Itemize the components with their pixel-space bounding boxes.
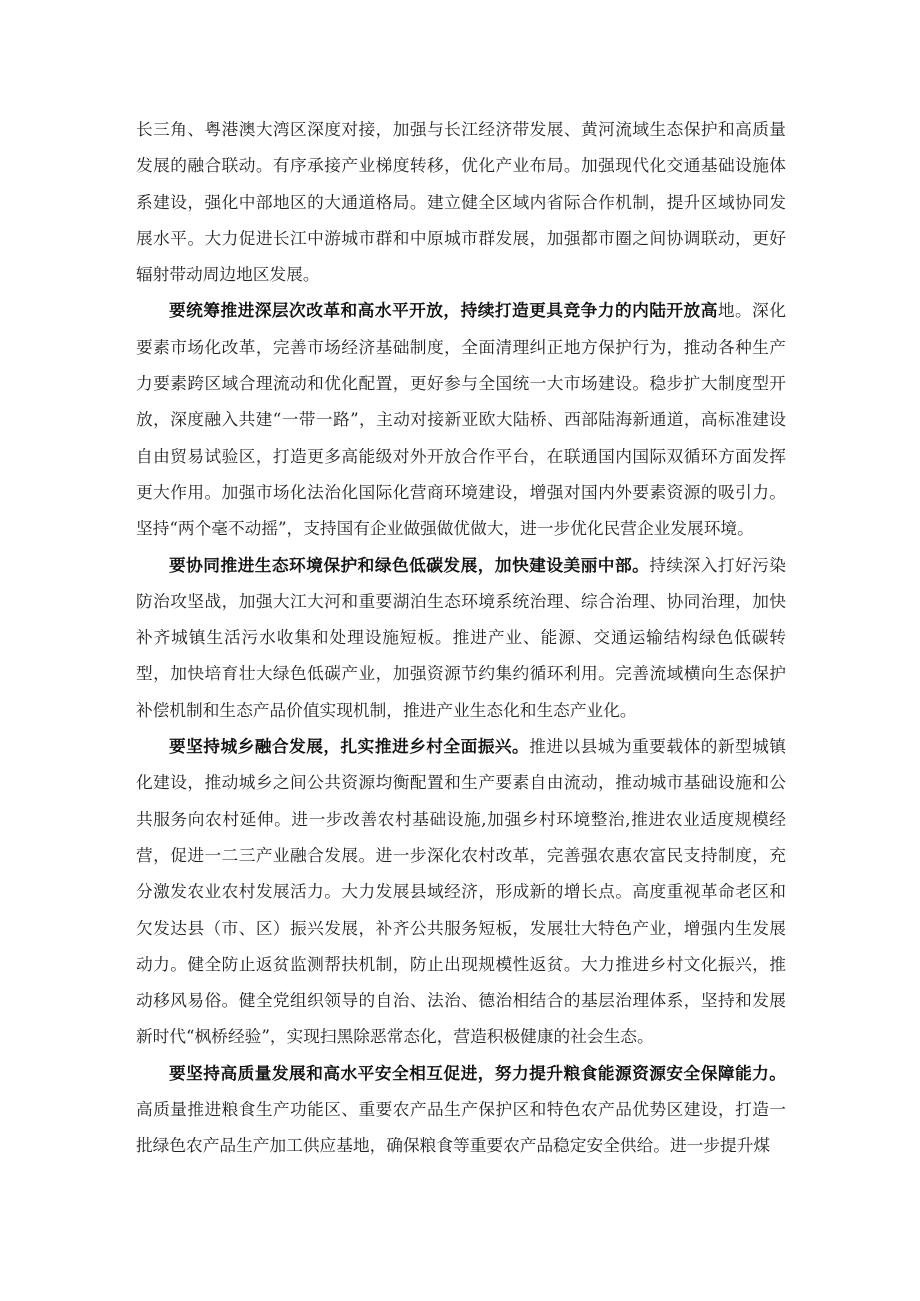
paragraph-lead-heading: 要统筹推进深层次改革和高水平开放，持续打造更具竞争力的内陆开放高 (169, 300, 718, 321)
paragraph-security (136, 1055, 786, 1164)
paragraph-text: 持续深入打好污染防治攻坚战，加强大江大河和重要湖泊生态环境系统治理、综合治理、协同治理，加快补齐城镇生活污水收集和处理设施短板。推进产业、能源、交通运输结构绿色低碳转型，加快培育壮大绿色低碳产业，加强资源节约集约循环利用。完善流域横向生态保护补偿机制和生态产品价值实现机制，推进产业生态化和生态产业化。 (136, 554, 786, 720)
paragraph-lead-heading: 要坚持城乡融合发展，扎实推进乡村全面振兴。 (169, 736, 530, 757)
paragraph-reform-opening (136, 292, 786, 546)
paragraph-lead-heading: 要协同推进生态环境保护和绿色低碳发展，加快建设美丽中部。 (169, 554, 650, 575)
document-body (136, 111, 786, 1164)
paragraph-regional-coordination (136, 111, 786, 292)
paragraph-text: 推进以县城为重要载体的新型城镇化建设，推动城乡之间公共资源均衡配置和生产要素自由流动，推动城市基础设施和公共服务向农村延伸。进一步改善农村基础设施,加强乡村环境整治,推进农业适度规模经营，促进一二三产业融合发展。进一步深化农村改革，完善强农惠农富民支持制度，充分激发农业农村发展活力。大力发展县域经济，形成新的增长点。高度重视革命老区和欠发达县（市、区）振兴发展，补齐公共服务短板，发展壮大特色产业，增强内生发展动力。健全防止返贫监测帮扶机制，防止出现规模性返贫。大力推进乡村文化振兴，推动移风易俗。健全党组织领导的自治、法治、德治相结合的基层治理体系，坚持和发展新时代“枫桥经验”，实现扫黑除恶常态化，营造积极健康的社会生态。 (136, 736, 786, 1047)
paragraph-text: 高质量推进粮食生产功能区、重要农产品生产保护区和特色农产品优势区建设，打造一批绿色农产品生产加工供应基地，确保粮食等重要农产品稳定安全供给。进一步提升煤 (136, 1099, 786, 1156)
paragraph-ecology-green (136, 547, 786, 728)
paragraph-urban-rural (136, 728, 786, 1055)
paragraph-text: 地。深化要素市场化改革，完善市场经济基础制度，全面清理纠正地方保护行为，推动各种生产力要素跨区域合理流动和优化配置，更好参与全国统一大市场建设。稳步扩大制度型开放，深度融入共建“一带一路”，主动对接新亚欧大陆桥、西部陆海新通道，高标准建设自由贸易试验区，打造更多高能级对外开放合作平台，在联通国内国际双循环方面发挥更大作用。加强市场化法治化国际化营商环境建设，增强对国内外要素资源的吸引力。坚持“两个毫不动摇”，支持国有企业做强做优做大，进一步优化民营企业发展环境。 (136, 300, 787, 539)
paragraph-lead-heading: 要坚持高质量发展和高水平安全相互促进，努力提升粮食能源资源安全保障能力。 (169, 1062, 786, 1083)
paragraph-text: 长三角、粤港澳大湾区深度对接，加强与长江经济带发展、黄河流域生态保护和高质量发展的融合联动。有序承接产业梯度转移，优化产业布局。加强现代化交通基础设施体系建设，强化中部地区的大通道格局。建立健全区域内省际合作机制，提升区域协同发展水平。大力促进长江中游城市群和中原城市群发展，加强都市圈之间协调联动，更好辐射带动周边地区发展。 (136, 119, 786, 285)
